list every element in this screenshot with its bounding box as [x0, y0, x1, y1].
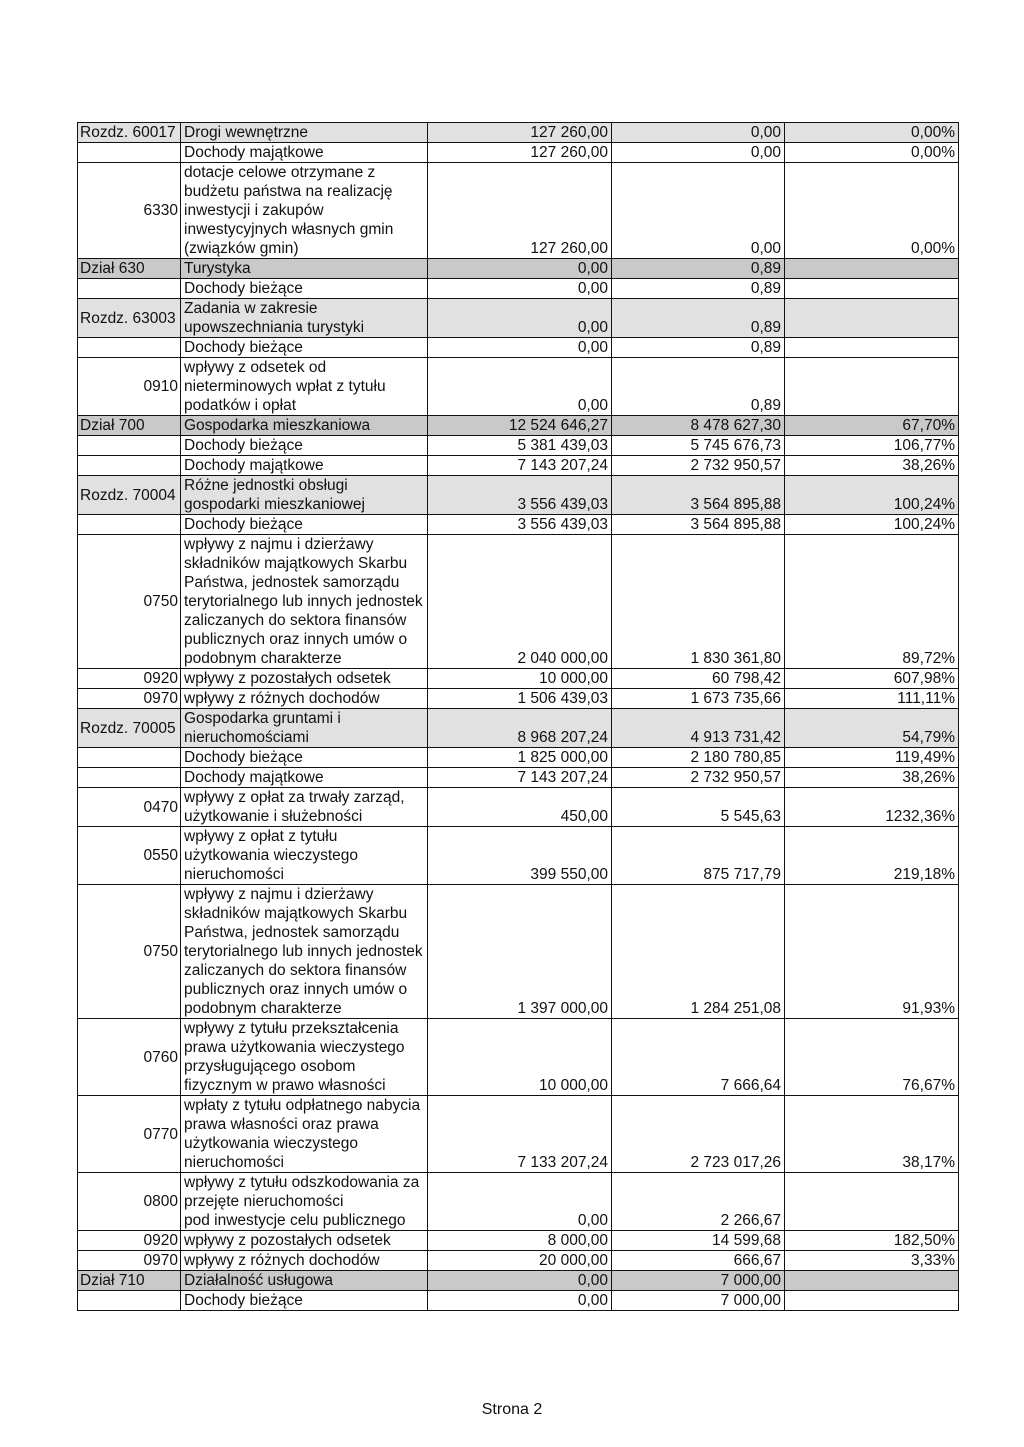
table-row	[78, 163, 959, 259]
plan-amount: 450,00	[428, 788, 612, 827]
description-line: nieruchomości	[184, 866, 284, 883]
classification-code: 0470	[78, 788, 181, 827]
table-row	[78, 689, 959, 709]
description-line: składników majątkowych Skarbu	[184, 905, 408, 922]
description-line: publicznych oraz innych umów o	[184, 981, 408, 998]
execution-percent: 100,24%	[785, 476, 959, 515]
execution-percent	[785, 299, 959, 338]
description-line: Państwa, jednostek samorządu	[184, 924, 400, 941]
description-line: nieterminowych wpłat z tytułu	[184, 378, 386, 395]
description-line: gospodarki mieszkaniowej	[184, 496, 365, 513]
execution-percent: 89,72%	[785, 535, 959, 669]
description-line: Dochody bieżące	[184, 516, 303, 533]
description-line: wpływy z odsetek od	[184, 359, 327, 376]
plan-amount: 12 524 646,27	[428, 416, 612, 436]
classification-code	[78, 748, 181, 768]
description-line: pod inwestycje celu publicznego	[184, 1212, 406, 1229]
description-cell	[181, 1231, 428, 1251]
execution-percent: 67,70%	[785, 416, 959, 436]
plan-amount: 1 825 000,00	[428, 748, 612, 768]
description-line: nieruchomościami	[184, 729, 309, 746]
description-cell	[181, 279, 428, 299]
execution-percent: 91,93%	[785, 885, 959, 1019]
classification-code: 0750	[78, 535, 181, 669]
plan-amount: 0,00	[428, 1173, 612, 1231]
budget-table	[77, 122, 959, 1311]
execution-percent: 38,17%	[785, 1096, 959, 1173]
executed-amount: 0,89	[612, 279, 785, 299]
description-cell	[181, 163, 428, 259]
description-cell	[181, 358, 428, 416]
execution-percent	[785, 259, 959, 279]
table-row	[78, 1251, 959, 1271]
description-cell	[181, 143, 428, 163]
description-line: Drogi wewnętrzne	[184, 124, 309, 141]
plan-amount: 0,00	[428, 338, 612, 358]
execution-percent: 607,98%	[785, 669, 959, 689]
plan-amount: 8 968 207,24	[428, 709, 612, 748]
table-row	[78, 788, 959, 827]
section-label: Rozdz. 70005	[78, 709, 181, 748]
plan-amount: 0,00	[428, 259, 612, 279]
description-line: wpływy z najmu i dzierżawy	[184, 536, 374, 553]
description-cell	[181, 1096, 428, 1173]
description-line: Dochody bieżące	[184, 339, 303, 356]
classification-code	[78, 768, 181, 788]
plan-amount: 1 397 000,00	[428, 885, 612, 1019]
description-line: wpływy z pozostałych odsetek	[184, 670, 391, 687]
description-line: prawa własności oraz prawa	[184, 1116, 379, 1133]
plan-amount: 3 556 439,03	[428, 476, 612, 515]
description-line: użytkowania wieczystego	[184, 847, 359, 864]
executed-amount: 875 717,79	[612, 827, 785, 885]
executed-amount: 0,00	[612, 143, 785, 163]
description-line: Turystyka	[184, 260, 251, 277]
executed-amount: 2 180 780,85	[612, 748, 785, 768]
plan-amount: 20 000,00	[428, 1251, 612, 1271]
description-line: Gospodarka mieszkaniowa	[184, 417, 371, 434]
plan-amount: 10 000,00	[428, 1019, 612, 1096]
executed-amount: 0,00	[612, 163, 785, 259]
classification-code: 0920	[78, 1231, 181, 1251]
description-line: Zadania w zakresie	[184, 300, 318, 317]
classification-code: 0770	[78, 1096, 181, 1173]
executed-amount: 14 599,68	[612, 1231, 785, 1251]
description-line: dotacje celowe otrzymane z	[184, 164, 376, 181]
table-row	[78, 143, 959, 163]
description-cell	[181, 669, 428, 689]
execution-percent	[785, 358, 959, 416]
description-cell	[181, 259, 428, 279]
description-line: Dochody bieżące	[184, 1292, 303, 1309]
table-row	[78, 768, 959, 788]
description-cell	[181, 476, 428, 515]
executed-amount: 5 545,63	[612, 788, 785, 827]
table-row	[78, 123, 959, 143]
description-line: Dochody majątkowe	[184, 769, 324, 786]
plan-amount: 399 550,00	[428, 827, 612, 885]
description-cell	[181, 827, 428, 885]
description-cell	[181, 748, 428, 768]
executed-amount: 2 732 950,57	[612, 768, 785, 788]
page-number: Strona 2	[481, 1401, 543, 1418]
executed-amount: 666,67	[612, 1251, 785, 1271]
executed-amount: 4 913 731,42	[612, 709, 785, 748]
plan-amount: 0,00	[428, 299, 612, 338]
description-cell	[181, 535, 428, 669]
description-line: terytorialnego lub innych jednostek	[184, 943, 423, 960]
execution-percent: 182,50%	[785, 1231, 959, 1251]
executed-amount: 0,89	[612, 259, 785, 279]
classification-code: 0970	[78, 1251, 181, 1271]
classification-code	[78, 1291, 181, 1311]
execution-percent: 38,26%	[785, 768, 959, 788]
execution-percent: 100,24%	[785, 515, 959, 535]
execution-percent: 219,18%	[785, 827, 959, 885]
execution-percent: 54,79%	[785, 709, 959, 748]
description-cell	[181, 338, 428, 358]
table-row	[78, 436, 959, 456]
section-label: Dział 630	[78, 259, 181, 279]
plan-amount: 127 260,00	[428, 163, 612, 259]
section-label: Dział 700	[78, 416, 181, 436]
table-row	[78, 885, 959, 1019]
execution-percent: 0,00%	[785, 123, 959, 143]
plan-amount: 127 260,00	[428, 123, 612, 143]
plan-amount: 0,00	[428, 358, 612, 416]
classification-code: 0970	[78, 689, 181, 709]
executed-amount: 1 284 251,08	[612, 885, 785, 1019]
execution-percent: 76,67%	[785, 1019, 959, 1096]
plan-amount: 8 000,00	[428, 1231, 612, 1251]
table-row	[78, 827, 959, 885]
table-row	[78, 1231, 959, 1251]
table-row	[78, 416, 959, 436]
plan-amount: 2 040 000,00	[428, 535, 612, 669]
execution-percent: 38,26%	[785, 456, 959, 476]
description-cell	[181, 1173, 428, 1231]
description-line: wpływy z tytułu odszkodowania za	[184, 1174, 420, 1191]
description-line: użytkowanie i służebności	[184, 808, 363, 825]
description-cell	[181, 885, 428, 1019]
plan-amount: 10 000,00	[428, 669, 612, 689]
executed-amount: 3 564 895,88	[612, 515, 785, 535]
execution-percent	[785, 1173, 959, 1231]
table-row	[78, 338, 959, 358]
table-row	[78, 299, 959, 338]
description-line: podobnym charakterze	[184, 1000, 342, 1017]
description-cell	[181, 436, 428, 456]
execution-percent: 111,11%	[785, 689, 959, 709]
classification-code: 0750	[78, 885, 181, 1019]
executed-amount: 1 830 361,80	[612, 535, 785, 669]
classification-code	[78, 279, 181, 299]
classification-code: 6330	[78, 163, 181, 259]
plan-amount: 7 133 207,24	[428, 1096, 612, 1173]
description-line: Dochody bieżące	[184, 749, 303, 766]
classification-code: 0920	[78, 669, 181, 689]
execution-percent: 1232,36%	[785, 788, 959, 827]
executed-amount: 7 000,00	[612, 1291, 785, 1311]
plan-amount: 0,00	[428, 279, 612, 299]
execution-percent	[785, 279, 959, 299]
description-line: wpływy z pozostałych odsetek	[184, 1232, 391, 1249]
executed-amount: 5 745 676,73	[612, 436, 785, 456]
classification-code: 0550	[78, 827, 181, 885]
execution-percent	[785, 338, 959, 358]
description-line: przejęte nieruchomości	[184, 1193, 344, 1210]
executed-amount: 2 732 950,57	[612, 456, 785, 476]
description-line: Państwa, jednostek samorządu	[184, 574, 400, 591]
table-row	[78, 1291, 959, 1311]
description-line: nieruchomości	[184, 1154, 284, 1171]
description-line: wpływy z opłat z tytułu	[184, 828, 338, 845]
execution-percent: 106,77%	[785, 436, 959, 456]
description-line: wpływy z tytułu przekształcenia	[184, 1020, 399, 1037]
table-row	[78, 709, 959, 748]
description-line: użytkowania wieczystego	[184, 1135, 359, 1152]
description-line: wpływy z różnych dochodów	[184, 690, 380, 707]
description-line: inwestycji i zakupów	[184, 202, 324, 219]
description-line: składników majątkowych Skarbu	[184, 555, 408, 572]
description-cell	[181, 1271, 428, 1291]
classification-code	[78, 436, 181, 456]
table-row	[78, 456, 959, 476]
executed-amount: 2 266,67	[612, 1173, 785, 1231]
table-row	[78, 279, 959, 299]
plan-amount: 0,00	[428, 1271, 612, 1291]
table-row	[78, 476, 959, 515]
plan-amount: 7 143 207,24	[428, 456, 612, 476]
execution-percent: 119,49%	[785, 748, 959, 768]
execution-percent: 0,00%	[785, 163, 959, 259]
description-line: wpływy z opłat za trwały zarząd,	[184, 789, 405, 806]
description-line: zaliczanych do sektora finansów	[184, 962, 407, 979]
description-cell	[181, 1291, 428, 1311]
description-line: wpływy z różnych dochodów	[184, 1252, 380, 1269]
plan-amount: 3 556 439,03	[428, 515, 612, 535]
description-cell	[181, 515, 428, 535]
execution-percent	[785, 1271, 959, 1291]
plan-amount: 1 506 439,03	[428, 689, 612, 709]
description-line: terytorialnego lub innych jednostek	[184, 593, 423, 610]
section-label: Dział 710	[78, 1271, 181, 1291]
executed-amount: 0,89	[612, 299, 785, 338]
description-line: Dochody bieżące	[184, 437, 303, 454]
table-row	[78, 259, 959, 279]
description-cell	[181, 299, 428, 338]
executed-amount: 0,89	[612, 358, 785, 416]
description-line: podatków i opłat	[184, 397, 297, 414]
table-row	[78, 358, 959, 416]
classification-code: 0910	[78, 358, 181, 416]
description-line: Działalność usługowa	[184, 1272, 334, 1289]
plan-amount: 127 260,00	[428, 143, 612, 163]
table-row	[78, 1096, 959, 1173]
executed-amount: 0,00	[612, 123, 785, 143]
table-row	[78, 515, 959, 535]
section-label: Rozdz. 70004	[78, 476, 181, 515]
description-cell	[181, 123, 428, 143]
section-label: Rozdz. 63003	[78, 299, 181, 338]
description-line: publicznych oraz innych umów o	[184, 631, 408, 648]
description-line: zaliczanych do sektora finansów	[184, 612, 407, 629]
description-cell	[181, 456, 428, 476]
executed-amount: 0,89	[612, 338, 785, 358]
section-label: Rozdz. 60017	[78, 123, 181, 143]
table-row	[78, 1173, 959, 1231]
description-cell	[181, 689, 428, 709]
description-line: wpływy z najmu i dzierżawy	[184, 886, 374, 903]
description-cell	[181, 416, 428, 436]
classification-code	[78, 515, 181, 535]
description-line: (związków gmin)	[184, 240, 299, 257]
execution-percent: 3,33%	[785, 1251, 959, 1271]
description-line: Gospodarka gruntami i	[184, 710, 341, 727]
description-line: przysługującego osobom	[184, 1058, 356, 1075]
executed-amount: 2 723 017,26	[612, 1096, 785, 1173]
description-line: Różne jednostki obsługi	[184, 477, 348, 494]
execution-percent	[785, 1291, 959, 1311]
classification-code: 0760	[78, 1019, 181, 1096]
executed-amount: 1 673 735,66	[612, 689, 785, 709]
plan-amount: 0,00	[428, 1291, 612, 1311]
description-cell	[181, 709, 428, 748]
description-line: budżetu państwa na realizację	[184, 183, 393, 200]
table-row	[78, 1271, 959, 1291]
executed-amount: 60 798,42	[612, 669, 785, 689]
execution-percent: 0,00%	[785, 143, 959, 163]
description-cell	[181, 1251, 428, 1271]
plan-amount: 5 381 439,03	[428, 436, 612, 456]
table-row	[78, 669, 959, 689]
description-cell	[181, 768, 428, 788]
table-row	[78, 1019, 959, 1096]
plan-amount: 7 143 207,24	[428, 768, 612, 788]
table-row	[78, 535, 959, 669]
executed-amount: 3 564 895,88	[612, 476, 785, 515]
classification-code	[78, 456, 181, 476]
description-line: prawa użytkowania wieczystego	[184, 1039, 405, 1056]
description-line: Dochody bieżące	[184, 280, 303, 297]
description-line: inwestycyjnych własnych gmin	[184, 221, 394, 238]
classification-code	[78, 338, 181, 358]
description-cell	[181, 788, 428, 827]
executed-amount: 7 666,64	[612, 1019, 785, 1096]
description-line: wpłaty z tytułu odpłatnego nabycia	[184, 1097, 421, 1114]
table-row	[78, 748, 959, 768]
description-line: Dochody majątkowe	[184, 144, 324, 161]
classification-code	[78, 143, 181, 163]
executed-amount: 8 478 627,30	[612, 416, 785, 436]
budget-table-body	[78, 123, 959, 1311]
description-line: Dochody majątkowe	[184, 457, 324, 474]
description-line: upowszechniania turystyki	[184, 319, 365, 336]
description-line: podobnym charakterze	[184, 650, 342, 667]
classification-code: 0800	[78, 1173, 181, 1231]
executed-amount: 7 000,00	[612, 1271, 785, 1291]
description-line: fizycznym w prawo własności	[184, 1077, 386, 1094]
description-cell	[181, 1019, 428, 1096]
